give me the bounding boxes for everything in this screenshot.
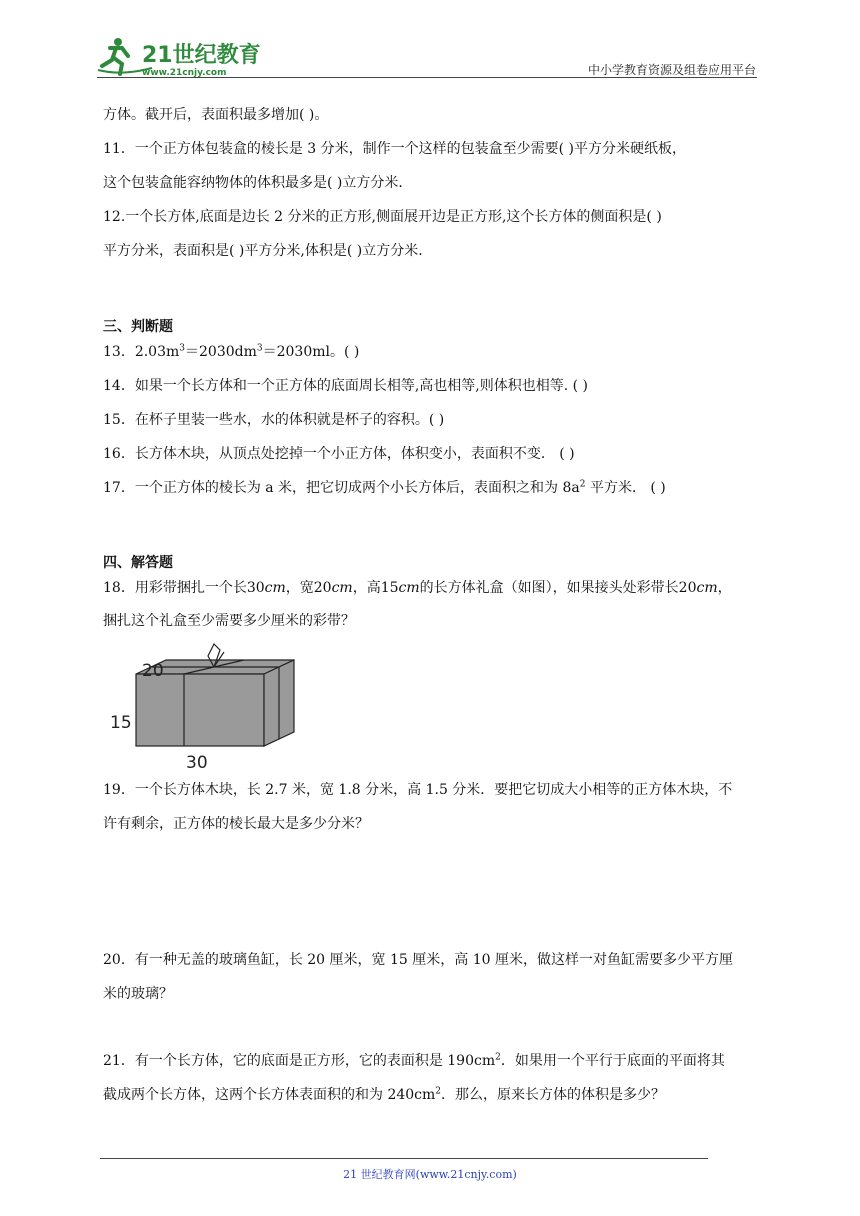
question-11-line2: 这个包装盒能容纳物体的体积最多是( )立方分米． <box>103 175 413 191</box>
logo-text: 21世纪教育 <box>142 43 261 68</box>
label-height-15: 15 <box>110 713 132 733</box>
q18-text-1: 18．用彩带捆扎一个长30 <box>103 580 265 596</box>
gift-box-figure <box>106 640 306 774</box>
q18-unit-4: cm <box>696 580 718 596</box>
q13-sup-b: 3 <box>256 343 263 354</box>
question-12-line1: 12.一个长方体,底面是边长 2 分米的正方形,侧面展开边是正方形,这个长方体的侧面积是( ) <box>103 209 662 225</box>
question-10-continued: 方体。截开后，表面积最多增加( )。 <box>103 107 329 123</box>
question-21-line2 <box>103 1086 665 1104</box>
header-divider <box>97 77 757 78</box>
box-front-face <box>136 674 264 746</box>
question-19-line1: 19．一个长方体木块，长 2.7 米，宽 1.8 分米，高 1.5 分米．要把它切成大小相等的正方体木块，不 <box>103 782 733 798</box>
q21-sup-b: 2 <box>435 1086 442 1097</box>
q18-unit-2: cm <box>331 580 353 596</box>
question-20-line1: 20．有一种无盖的玻璃鱼缸，长 20 厘米，宽 15 厘米，高 10 厘米，做这样一对鱼缸需要多少平方厘 <box>103 952 733 968</box>
section-4-title: 四、解答题 <box>103 555 173 571</box>
section-3-title: 三、判断题 <box>103 319 173 335</box>
q13-text-b: ＝2030dm <box>185 344 257 360</box>
q21-text-d: ．那么，原来长方体的体积是多少？ <box>441 1087 666 1103</box>
q21-text-c: 截成两个长方体，这两个长方体表面积的和为 240cm <box>103 1087 436 1103</box>
q13-text-a: 13．2.03m <box>103 344 180 360</box>
q18-text-5: ， <box>717 580 732 596</box>
q18-text-3: ，高15 <box>352 580 399 596</box>
label-width-20: 20 <box>142 661 164 681</box>
q17-sup: 2 <box>579 479 586 490</box>
question-14: 14．如果一个长方体和一个正方体的底面周长相等,高也相等,则体积也相等. ( ) <box>103 378 588 394</box>
label-length-30: 30 <box>186 753 208 773</box>
question-16: 16．长方体木块，从顶点处挖掉一个小正方体，体积变小，表面积不变． ( ) <box>103 446 575 462</box>
q13-sup-a: 3 <box>179 343 185 354</box>
question-12-line2: 平方分米，表面积是( )平方分米,体积是( )立方分米. <box>103 243 423 259</box>
question-15: 15．在杯子里装一些水，水的体积就是杯子的容积。( ) <box>103 412 445 428</box>
q18-unit-3: cm <box>398 580 420 596</box>
question-18-line2: 捆扎这个礼盒至少需要多少厘米的彩带？ <box>103 613 355 629</box>
q13-text-c: ＝2030ml。( ) <box>262 344 360 360</box>
q18-text-4: 的长方体礼盒（如图），如果接头处彩带长20 <box>419 580 697 596</box>
q17-text-b: 平方米． ( ) <box>585 480 666 496</box>
q18-text-2: ，宽20 <box>285 580 332 596</box>
header-platform-text: 中小学教育资源及组卷应用平台 <box>587 63 756 77</box>
site-logo <box>92 34 262 78</box>
question-19-line2: 许有剩余，正方体的棱长最大是多少分米？ <box>103 816 369 832</box>
question-18-line1 <box>103 579 732 597</box>
q17-text-a: 17．一个正方体的棱长为 a 米，把它切成两个小长方体后，表面积之和为 8a <box>103 480 580 496</box>
question-17 <box>103 479 666 497</box>
footer-divider <box>100 1158 708 1159</box>
footer-link[interactable]: 21 世纪教育网(www.21cnjy.com) <box>343 1168 517 1181</box>
question-11-line1: 11．一个正方体包装盒的棱长是 3 分米，制作一个这样的包装盒至少需要( )平方分米硬纸板， <box>103 141 686 157</box>
q21-text-a: 21．有一个长方体，它的底面是正方形，它的表面积是 190cm <box>103 1053 496 1069</box>
q18-unit-1: cm <box>264 580 286 596</box>
logo-url: www.21cnjy.com <box>142 68 227 78</box>
question-20-line2: 米的玻璃？ <box>103 986 173 1002</box>
question-13 <box>103 343 359 361</box>
q21-sup-a: 2 <box>495 1052 501 1063</box>
q21-text-b: ．如果用一个平行于底面的平面将其 <box>500 1053 725 1069</box>
question-21-line1 <box>103 1052 725 1070</box>
